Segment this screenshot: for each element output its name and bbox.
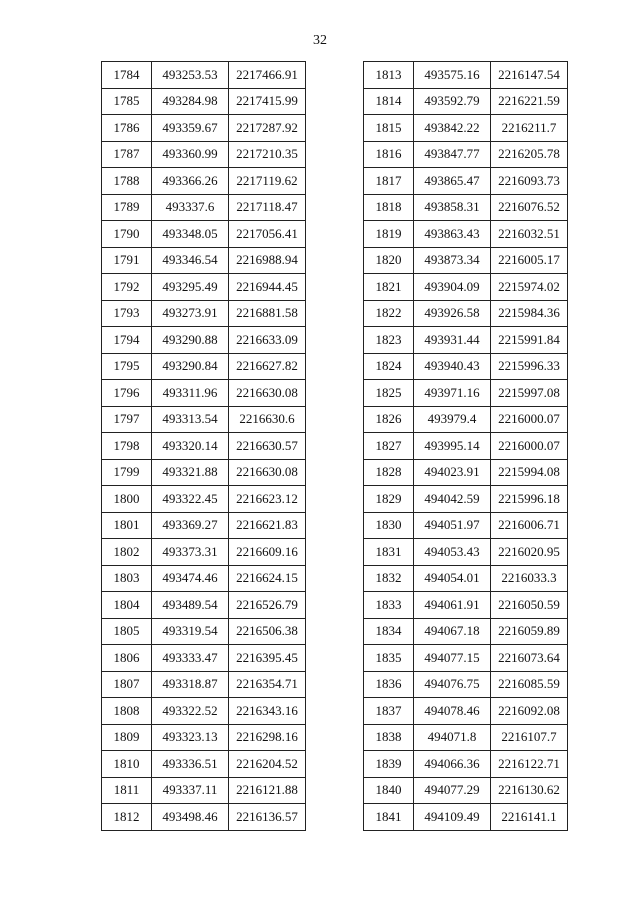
point-number-cell: 1825 [364, 380, 414, 407]
table-row [364, 327, 568, 354]
point-number-cell: 1837 [364, 698, 414, 725]
point-number-cell: 1819 [364, 221, 414, 248]
x-coordinate-cell: 494061.91 [414, 592, 491, 619]
point-number-cell: 1823 [364, 327, 414, 354]
y-coordinate-cell: 2216988.94 [229, 247, 306, 274]
point-number-cell: 1811 [102, 777, 152, 804]
table-row [102, 486, 306, 513]
x-coordinate-cell: 494109.49 [414, 804, 491, 831]
x-coordinate-cell: 493311.96 [152, 380, 229, 407]
y-coordinate-cell: 2216033.3 [491, 565, 568, 592]
x-coordinate-cell: 493336.51 [152, 751, 229, 778]
point-number-cell: 1791 [102, 247, 152, 274]
y-coordinate-cell: 2216354.71 [229, 671, 306, 698]
table-row [364, 88, 568, 115]
table-row [102, 539, 306, 566]
table-row [364, 698, 568, 725]
table-row [102, 221, 306, 248]
y-coordinate-cell: 2216136.57 [229, 804, 306, 831]
point-number-cell: 1807 [102, 671, 152, 698]
point-number-cell: 1788 [102, 168, 152, 195]
point-number-cell: 1801 [102, 512, 152, 539]
y-coordinate-cell: 2216630.57 [229, 433, 306, 460]
point-number-cell: 1816 [364, 141, 414, 168]
y-coordinate-cell: 2215994.08 [491, 459, 568, 486]
y-coordinate-cell: 2216020.95 [491, 539, 568, 566]
y-coordinate-cell: 2216944.45 [229, 274, 306, 301]
x-coordinate-cell: 493322.45 [152, 486, 229, 513]
y-coordinate-cell: 2216107.7 [491, 724, 568, 751]
y-coordinate-cell: 2217210.35 [229, 141, 306, 168]
y-coordinate-cell: 2216621.83 [229, 512, 306, 539]
point-number-cell: 1798 [102, 433, 152, 460]
x-coordinate-cell: 493360.99 [152, 141, 229, 168]
y-coordinate-cell: 2216624.15 [229, 565, 306, 592]
table-row [102, 512, 306, 539]
point-number-cell: 1803 [102, 565, 152, 592]
table-row [102, 274, 306, 301]
x-coordinate-cell: 493873.34 [414, 247, 491, 274]
x-coordinate-cell: 493323.13 [152, 724, 229, 751]
x-coordinate-cell: 493926.58 [414, 300, 491, 327]
page-number: 32 [313, 33, 327, 48]
table-row [102, 459, 306, 486]
y-coordinate-cell: 2215991.84 [491, 327, 568, 354]
table-row [102, 247, 306, 274]
point-number-cell: 1821 [364, 274, 414, 301]
table-row [102, 327, 306, 354]
y-coordinate-cell: 2216221.59 [491, 88, 568, 115]
table-row [364, 777, 568, 804]
point-number-cell: 1839 [364, 751, 414, 778]
table-row [364, 194, 568, 221]
point-number-cell: 1833 [364, 592, 414, 619]
x-coordinate-cell: 494054.01 [414, 565, 491, 592]
x-coordinate-cell: 493366.26 [152, 168, 229, 195]
point-number-cell: 1814 [364, 88, 414, 115]
y-coordinate-cell: 2215996.33 [491, 353, 568, 380]
x-coordinate-cell: 493295.49 [152, 274, 229, 301]
x-coordinate-cell: 494042.59 [414, 486, 491, 513]
y-coordinate-cell: 2216630.08 [229, 380, 306, 407]
y-coordinate-cell: 2215997.08 [491, 380, 568, 407]
x-coordinate-cell: 493359.67 [152, 115, 229, 142]
x-coordinate-cell: 494051.97 [414, 512, 491, 539]
point-number-cell: 1812 [102, 804, 152, 831]
y-coordinate-cell: 2216630.08 [229, 459, 306, 486]
point-number-cell: 1832 [364, 565, 414, 592]
point-number-cell: 1820 [364, 247, 414, 274]
point-number-cell: 1799 [102, 459, 152, 486]
x-coordinate-cell: 494077.29 [414, 777, 491, 804]
point-number-cell: 1831 [364, 539, 414, 566]
y-coordinate-cell: 2215974.02 [491, 274, 568, 301]
table-row [364, 618, 568, 645]
point-number-cell: 1787 [102, 141, 152, 168]
point-number-cell: 1826 [364, 406, 414, 433]
point-number-cell: 1795 [102, 353, 152, 380]
table-row [364, 406, 568, 433]
point-number-cell: 1805 [102, 618, 152, 645]
table-row [364, 671, 568, 698]
table-row [364, 247, 568, 274]
y-coordinate-cell: 2217056.41 [229, 221, 306, 248]
x-coordinate-cell: 493290.88 [152, 327, 229, 354]
y-coordinate-cell: 2217119.62 [229, 168, 306, 195]
x-coordinate-cell: 494071.8 [414, 724, 491, 751]
point-number-cell: 1790 [102, 221, 152, 248]
x-coordinate-cell: 493858.31 [414, 194, 491, 221]
table-row [102, 804, 306, 831]
table-row [102, 380, 306, 407]
y-coordinate-cell: 2216627.82 [229, 353, 306, 380]
point-number-cell: 1802 [102, 539, 152, 566]
x-coordinate-cell: 493498.46 [152, 804, 229, 831]
table-row [102, 724, 306, 751]
point-number-cell: 1786 [102, 115, 152, 142]
point-number-cell: 1793 [102, 300, 152, 327]
y-coordinate-cell: 2216147.54 [491, 62, 568, 89]
x-coordinate-cell: 493842.22 [414, 115, 491, 142]
y-coordinate-cell: 2216085.59 [491, 671, 568, 698]
x-coordinate-cell: 494053.43 [414, 539, 491, 566]
point-number-cell: 1817 [364, 168, 414, 195]
point-number-cell: 1813 [364, 62, 414, 89]
x-coordinate-cell: 493373.31 [152, 539, 229, 566]
y-coordinate-cell: 2216623.12 [229, 486, 306, 513]
x-coordinate-cell: 493369.27 [152, 512, 229, 539]
y-coordinate-cell: 2216059.89 [491, 618, 568, 645]
table-row [364, 274, 568, 301]
point-number-cell: 1836 [364, 671, 414, 698]
x-coordinate-cell: 493865.47 [414, 168, 491, 195]
table-row [102, 62, 306, 89]
x-coordinate-cell: 493321.88 [152, 459, 229, 486]
y-coordinate-cell: 2217118.47 [229, 194, 306, 221]
y-coordinate-cell: 2216005.17 [491, 247, 568, 274]
y-coordinate-cell: 2216050.59 [491, 592, 568, 619]
x-coordinate-cell: 493904.09 [414, 274, 491, 301]
table-row [364, 221, 568, 248]
point-number-cell: 1838 [364, 724, 414, 751]
table-row [102, 141, 306, 168]
coordinates-table-right [363, 61, 568, 831]
table-row [102, 168, 306, 195]
point-number-cell: 1797 [102, 406, 152, 433]
point-number-cell: 1785 [102, 88, 152, 115]
table-row [364, 433, 568, 460]
x-coordinate-cell: 493253.53 [152, 62, 229, 89]
x-coordinate-cell: 494078.46 [414, 698, 491, 725]
point-number-cell: 1822 [364, 300, 414, 327]
y-coordinate-cell: 2216073.64 [491, 645, 568, 672]
x-coordinate-cell: 493995.14 [414, 433, 491, 460]
y-coordinate-cell: 2216121.88 [229, 777, 306, 804]
point-number-cell: 1828 [364, 459, 414, 486]
point-number-cell: 1810 [102, 751, 152, 778]
table-row [364, 459, 568, 486]
x-coordinate-cell: 493319.54 [152, 618, 229, 645]
point-number-cell: 1792 [102, 274, 152, 301]
y-coordinate-cell: 2216506.38 [229, 618, 306, 645]
table-row [102, 300, 306, 327]
x-coordinate-cell: 493337.11 [152, 777, 229, 804]
y-coordinate-cell: 2216141.1 [491, 804, 568, 831]
table-row [102, 406, 306, 433]
y-coordinate-cell: 2216093.73 [491, 168, 568, 195]
x-coordinate-cell: 493931.44 [414, 327, 491, 354]
x-coordinate-cell: 493318.87 [152, 671, 229, 698]
table-row [364, 168, 568, 195]
y-coordinate-cell: 2216633.09 [229, 327, 306, 354]
table-row [102, 698, 306, 725]
x-coordinate-cell: 494066.36 [414, 751, 491, 778]
x-coordinate-cell: 493348.05 [152, 221, 229, 248]
x-coordinate-cell: 493284.98 [152, 88, 229, 115]
y-coordinate-cell: 2216032.51 [491, 221, 568, 248]
table-row [364, 724, 568, 751]
table-row [364, 539, 568, 566]
point-number-cell: 1784 [102, 62, 152, 89]
y-coordinate-cell: 2216526.79 [229, 592, 306, 619]
table-row [364, 380, 568, 407]
table-row [364, 751, 568, 778]
point-number-cell: 1804 [102, 592, 152, 619]
table-row [364, 62, 568, 89]
table-row [364, 645, 568, 672]
y-coordinate-cell: 2216343.16 [229, 698, 306, 725]
x-coordinate-cell: 494076.75 [414, 671, 491, 698]
y-coordinate-cell: 2217466.91 [229, 62, 306, 89]
y-coordinate-cell: 2216122.71 [491, 751, 568, 778]
table-row [364, 141, 568, 168]
point-number-cell: 1806 [102, 645, 152, 672]
x-coordinate-cell: 493337.6 [152, 194, 229, 221]
table-row [102, 592, 306, 619]
point-number-cell: 1827 [364, 433, 414, 460]
x-coordinate-cell: 493489.54 [152, 592, 229, 619]
x-coordinate-cell: 493346.54 [152, 247, 229, 274]
table-row [364, 486, 568, 513]
table-row [102, 88, 306, 115]
point-number-cell: 1829 [364, 486, 414, 513]
x-coordinate-cell: 494067.18 [414, 618, 491, 645]
table-row [364, 300, 568, 327]
table-row [102, 565, 306, 592]
x-coordinate-cell: 493847.77 [414, 141, 491, 168]
x-coordinate-cell: 493322.52 [152, 698, 229, 725]
y-coordinate-cell: 2216298.16 [229, 724, 306, 751]
x-coordinate-cell: 493575.16 [414, 62, 491, 89]
y-coordinate-cell: 2216211.7 [491, 115, 568, 142]
point-number-cell: 1800 [102, 486, 152, 513]
table-row [102, 433, 306, 460]
x-coordinate-cell: 494023.91 [414, 459, 491, 486]
x-coordinate-cell: 493940.43 [414, 353, 491, 380]
x-coordinate-cell: 494077.15 [414, 645, 491, 672]
point-number-cell: 1808 [102, 698, 152, 725]
y-coordinate-cell: 2215996.18 [491, 486, 568, 513]
x-coordinate-cell: 493333.47 [152, 645, 229, 672]
table-row [102, 645, 306, 672]
point-number-cell: 1840 [364, 777, 414, 804]
table-row [102, 777, 306, 804]
y-coordinate-cell: 2216395.45 [229, 645, 306, 672]
x-coordinate-cell: 493290.84 [152, 353, 229, 380]
point-number-cell: 1815 [364, 115, 414, 142]
table-row [102, 618, 306, 645]
x-coordinate-cell: 493474.46 [152, 565, 229, 592]
y-coordinate-cell: 2217415.99 [229, 88, 306, 115]
point-number-cell: 1818 [364, 194, 414, 221]
table-row [364, 353, 568, 380]
y-coordinate-cell: 2216092.08 [491, 698, 568, 725]
table-row [364, 565, 568, 592]
table-row [364, 115, 568, 142]
y-coordinate-cell: 2216000.07 [491, 433, 568, 460]
y-coordinate-cell: 2216076.52 [491, 194, 568, 221]
y-coordinate-cell: 2216006.71 [491, 512, 568, 539]
point-number-cell: 1834 [364, 618, 414, 645]
y-coordinate-cell: 2216130.62 [491, 777, 568, 804]
table-body [102, 62, 306, 831]
table-row [364, 592, 568, 619]
y-coordinate-cell: 2217287.92 [229, 115, 306, 142]
y-coordinate-cell: 2216609.16 [229, 539, 306, 566]
x-coordinate-cell: 493313.54 [152, 406, 229, 433]
x-coordinate-cell: 493971.16 [414, 380, 491, 407]
table-row [102, 353, 306, 380]
y-coordinate-cell: 2216205.78 [491, 141, 568, 168]
table-body [364, 62, 568, 831]
table-row [102, 115, 306, 142]
x-coordinate-cell: 493273.91 [152, 300, 229, 327]
x-coordinate-cell: 493863.43 [414, 221, 491, 248]
point-number-cell: 1809 [102, 724, 152, 751]
x-coordinate-cell: 493320.14 [152, 433, 229, 460]
y-coordinate-cell: 2216000.07 [491, 406, 568, 433]
point-number-cell: 1794 [102, 327, 152, 354]
point-number-cell: 1796 [102, 380, 152, 407]
table-row [102, 194, 306, 221]
x-coordinate-cell: 493592.79 [414, 88, 491, 115]
point-number-cell: 1835 [364, 645, 414, 672]
table-row [102, 671, 306, 698]
point-number-cell: 1789 [102, 194, 152, 221]
x-coordinate-cell: 493979.4 [414, 406, 491, 433]
y-coordinate-cell: 2216204.52 [229, 751, 306, 778]
table-row [364, 512, 568, 539]
y-coordinate-cell: 2216881.58 [229, 300, 306, 327]
table-row [102, 751, 306, 778]
point-number-cell: 1841 [364, 804, 414, 831]
y-coordinate-cell: 2216630.6 [229, 406, 306, 433]
coordinates-table-left [101, 61, 306, 831]
table-row [364, 804, 568, 831]
y-coordinate-cell: 2215984.36 [491, 300, 568, 327]
point-number-cell: 1824 [364, 353, 414, 380]
point-number-cell: 1830 [364, 512, 414, 539]
